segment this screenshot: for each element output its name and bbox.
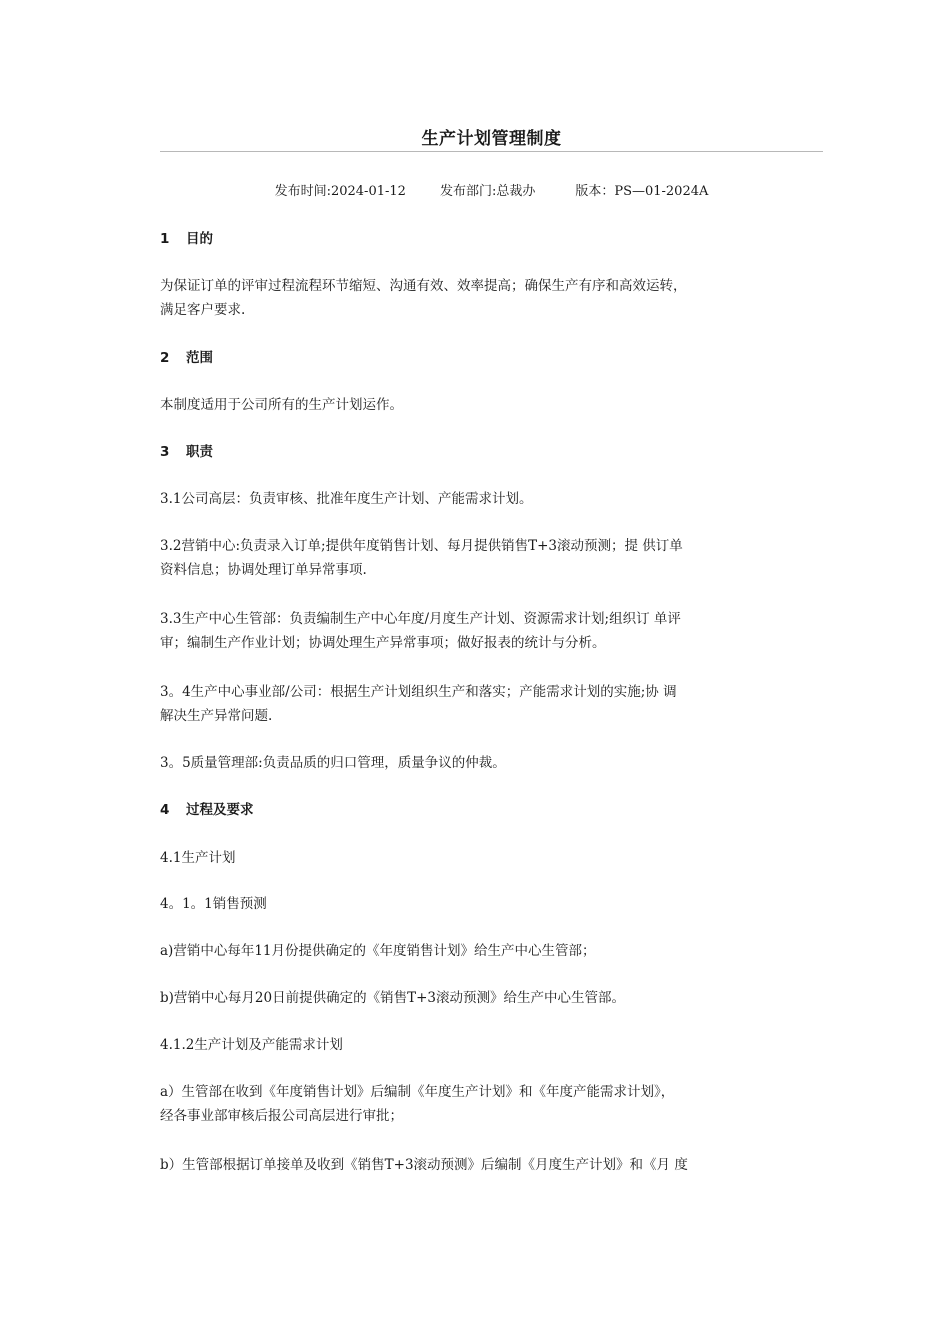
title-divider bbox=[160, 151, 823, 152]
paragraph-line: 解决生产异常问题. bbox=[160, 708, 273, 724]
paragraph-line: 资料信息；协调处理订单异常事项. bbox=[160, 562, 367, 578]
section-number: 3 bbox=[160, 444, 170, 460]
version: 版本：PS—01-2024A bbox=[575, 184, 709, 199]
item-4-1-1-b: b)营销中心每月20日前提供确定的《销售T+3滚动预测》给生产中心生管部。 bbox=[160, 990, 625, 1006]
document-meta bbox=[160, 180, 823, 199]
paragraph-line: 满足客户要求. bbox=[160, 302, 246, 318]
duty-3-3 bbox=[160, 607, 800, 655]
item-4-1-1-a: a)营销中心每年11月份提供确定的《年度销售计划》给生产中心生管部； bbox=[160, 943, 596, 959]
subsection-4-1: 4.1生产计划 bbox=[160, 850, 236, 866]
duty-3-5: 3。5质量管理部:负责品质的归口管理，质量争议的仲裁。 bbox=[160, 755, 506, 771]
duty-3-2 bbox=[160, 534, 800, 582]
subsection-4-1-1: 4。1。1销售预测 bbox=[160, 896, 267, 912]
section-heading-scope bbox=[160, 346, 800, 370]
paragraph-line: 3.3生产中心生管部：负责编制生产中心年度/月度生产计划、资源需求计划;组织订 单评 bbox=[160, 611, 681, 627]
section-title: 职责 bbox=[186, 444, 213, 460]
publish-time: 发布时间:2024-01-12 bbox=[274, 184, 406, 199]
publish-dept: 发布部门:总裁办 bbox=[439, 184, 536, 199]
duty-3-1: 3.1公司高层：负责审核、批准年度生产计划、产能需求计划。 bbox=[160, 491, 533, 507]
section-title: 目的 bbox=[186, 231, 213, 247]
section-number: 2 bbox=[160, 350, 170, 366]
item-4-1-2-a bbox=[160, 1080, 800, 1128]
paragraph-line: 审；编制生产作业计划；协调处理生产异常事项；做好报表的统计与分析。 bbox=[160, 635, 606, 651]
section-title: 过程及要求 bbox=[186, 802, 254, 818]
item-4-1-2-b: b）生管部根据订单接单及收到《销售T+3滚动预测》后编制《月度生产计划》和《月 度 bbox=[160, 1157, 688, 1173]
section-heading-duties bbox=[160, 440, 800, 464]
section-number: 1 bbox=[160, 231, 170, 247]
paragraph-line: 经各事业部审核后报公司高层进行审批； bbox=[160, 1108, 403, 1124]
paragraph-line: 3。4生产中心事业部/公司：根据生产计划组织生产和落实；产能需求计划的实施;协 调 bbox=[160, 684, 677, 700]
paragraph-line: 为保证订单的评审过程流程环节缩短、沟通有效、效率提高；确保生产有序和高效运转， bbox=[160, 278, 687, 294]
subsection-4-1-2: 4.1.2生产计划及产能需求计划 bbox=[160, 1037, 343, 1053]
paragraph-line: 3.2营销中心:负责录入订单;提供年度销售计划、每月提供销售T+3滚动预测；提 供订单 bbox=[160, 538, 683, 554]
section-heading-purpose bbox=[160, 227, 800, 251]
section-heading-process bbox=[160, 798, 800, 822]
document-title: 生产计划管理制度 bbox=[421, 129, 562, 149]
duty-3-4 bbox=[160, 680, 800, 728]
section-number: 4 bbox=[160, 802, 170, 818]
scope-paragraph: 本制度适用于公司所有的生产计划运作。 bbox=[160, 397, 403, 413]
section-title: 范围 bbox=[186, 350, 213, 366]
paragraph-line: a）生管部在收到《年度销售计划》后编制《年度生产计划》和《年度产能需求计划》， bbox=[160, 1084, 675, 1100]
purpose-paragraph bbox=[160, 274, 800, 322]
